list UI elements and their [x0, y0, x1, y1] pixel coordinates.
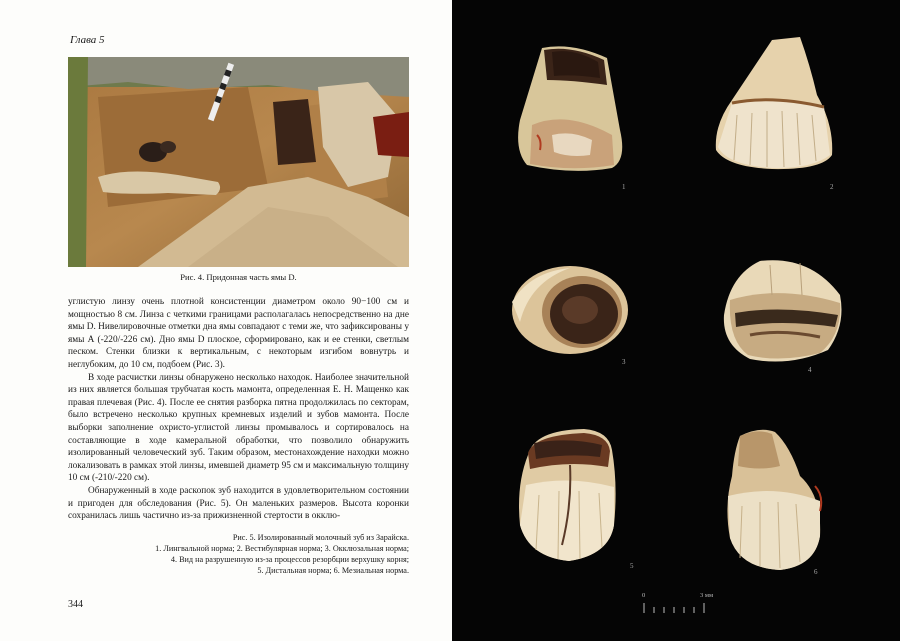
scale-start-label: 0: [642, 592, 646, 599]
paragraph-1: углистую линзу очень плотной консистенции диаметром около 90−100 см и мощностью 8 см. Линза с четкими границами располагалась непосредственно на дне ямы D. Нивелировочные отметки дна ямы совпадают с теми же, что зафиксированы у ямы А (-220/-226 см). Дно ямы D плоское, сформировано, как и ее стенки, светлым песком. Стенки близки к вертикальным, с некоторым изгибом вовнутрь и неглубоким, до 10 см, подбоем (Рис. 3).: [68, 297, 409, 370]
tooth-label-6: 6: [814, 568, 818, 576]
tooth-label-3: 3: [622, 358, 626, 366]
tooth-lingual-image: [512, 40, 632, 175]
tooth-occlusal-image: [500, 262, 630, 360]
page-number: 344: [68, 599, 83, 610]
chapter-heading: Глава 5: [70, 34, 105, 46]
tooth-label-2: 2: [830, 183, 834, 191]
scale-ticks: [638, 601, 718, 615]
figure5-caption-line-2: 1. Лингвальной норма; 2. Вестибулярная норма; 3. Окклюзальная норма;: [155, 544, 409, 553]
figure5-caption-line-3: 4. Вид на разрушенную из-за процессов резорбции верхушку корня;: [170, 555, 409, 564]
tooth-label-5: 5: [630, 562, 634, 570]
tooth-vestibular-image: [712, 35, 837, 175]
scale-end-label: 3 мм: [700, 592, 714, 599]
excavation-photo: [68, 57, 409, 267]
tooth-mesial-image: [720, 426, 830, 574]
tooth-root-apex-image: [720, 255, 848, 367]
figure4-caption: Рис. 4. Придонная часть ямы D.: [180, 272, 297, 282]
figure5-caption-line-4: 5. Дистальная норма; 6. Мезиальная норма.: [257, 566, 409, 575]
paragraph-2: В ходе расчистки линзы обнаружено несколько находок. Наиболее значительной из них является большая трубчатая кость мамонта, определенная Е. Н. Мащенко как правая плечевая (Рис. 4). После ее снятия разборка пятна продолжилась по секторам, было встречено несколько крупных кремневых изделий и зубов мамонта. После выборки заполнение охристо-углистой линзы промывалось и сортировалось на составляющие в ходе камеральной обработки, что позволило обнаружить изолированный человеческий зуб. Таким образом, местонахождение находки можно локализовать в рамках этой линзы, имевшей диаметр 95 см и максимальную толщину 10 см (-210/-220 см).: [68, 372, 409, 484]
tooth-label-1: 1: [622, 183, 626, 191]
body-text: [68, 296, 409, 523]
figure5-caption: [90, 532, 409, 576]
paragraph-3: Обнаруженный в ходе раскопок зуб находится в удовлетворительном состоянии и пригоден для обследования (Рис. 5). Он маленьких размеров. Высота коронки сохранилась лишь частично из-за прижизненной стертости в окклю-: [68, 485, 409, 522]
tooth-label-4: 4: [808, 366, 812, 374]
tooth-distal-image: [514, 425, 620, 565]
figure5-caption-line-1: Рис. 5. Изолированный молочный зуб из Зарайска.: [232, 533, 409, 542]
scale-bar: [638, 592, 718, 614]
